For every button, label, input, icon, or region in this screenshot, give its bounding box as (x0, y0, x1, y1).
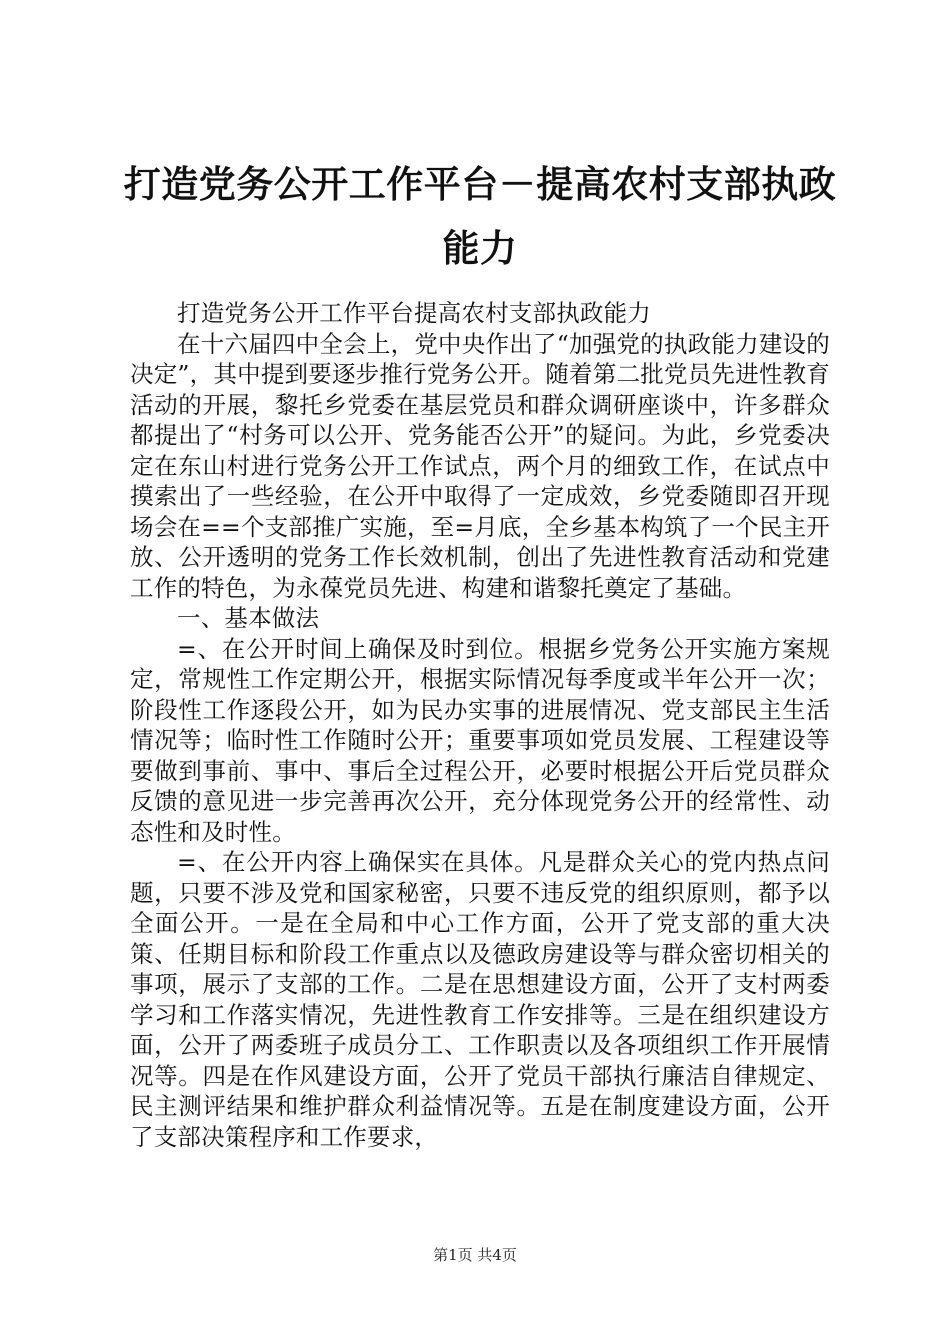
document-title: 打造党务公开工作平台－提高农村支部执政能力 (123, 162, 837, 270)
body-paragraph: =、在公开时间上确保及时到位。根据乡党务公开实施方案规定，常规性工作定期公开，根据实际情况每季度或半年公开一次；阶段性工作逐段公开，如为民办实事的进展情况、党支部民主生活情况等；临时性工作随时公开；重要事项如党员发展、工程建设等要做到事前、事中、事后全过程公开，必要时根据公开后党员群众反馈的意见进一步完善再次公开，充分体现党务公开的经常性、动态性和及时性。 (130, 634, 830, 846)
body-paragraph: 打造党务公开工作平台提高农村支部执政能力 (177, 299, 651, 327)
section-heading: 一、基本做法 (177, 604, 320, 632)
body-paragraph: =、在公开内容上确保实在具体。凡是群众关心的党内热点问题，只要不涉及党和国家秘密，只要不违反党的组织原则，都予以全面公开。一是在全局和中心工作方面，公开了党支部的重大决策、任期目标和阶段工作重点以及德政房建设等与群众密切相关的事项，展示了支部的工作。二是在思想建设方面，公开了支村两委学习和工作落实情况，先进性教育工作安排等。三是在组织建设方面，公开了两委班子成员分工、工作职责以及各项组织工作开展情况等。四是在作风建设方面，公开了党员干部执行廉洁自律规定、民主测评结果和维护群众利益情况等。五是在制度建设方面，公开了支部决策程序和工作要求， (130, 848, 830, 1151)
page-footer: 第1页 共4页 (433, 1246, 517, 1264)
document-body (130, 298, 830, 1152)
body-paragraph: 在十六届四中全会上，党中央作出了“加强党的执政能力建设的决定”，其中提到要逐步推行党务公开。随着第二批党员先进性教育活动的开展，黎托乡党委在基层党员和群众调研座谈中，许多群众都提出了“村务可以公开、党务能否公开”的疑问。为此，乡党委决定在东山村进行党务公开工作试点，两个月的细致工作，在试点中摸索出了一些经验，在公开中取得了一定成效，乡党委随即召开现场会在==个支部推广实施，至=月底，全乡基本构筑了一个民主开放、公开透明的党务工作长效机制，创出了先进性教育活动和党建工作的特色，为永葆党员先进、构建和谐黎托奠定了基础。 (130, 329, 830, 602)
